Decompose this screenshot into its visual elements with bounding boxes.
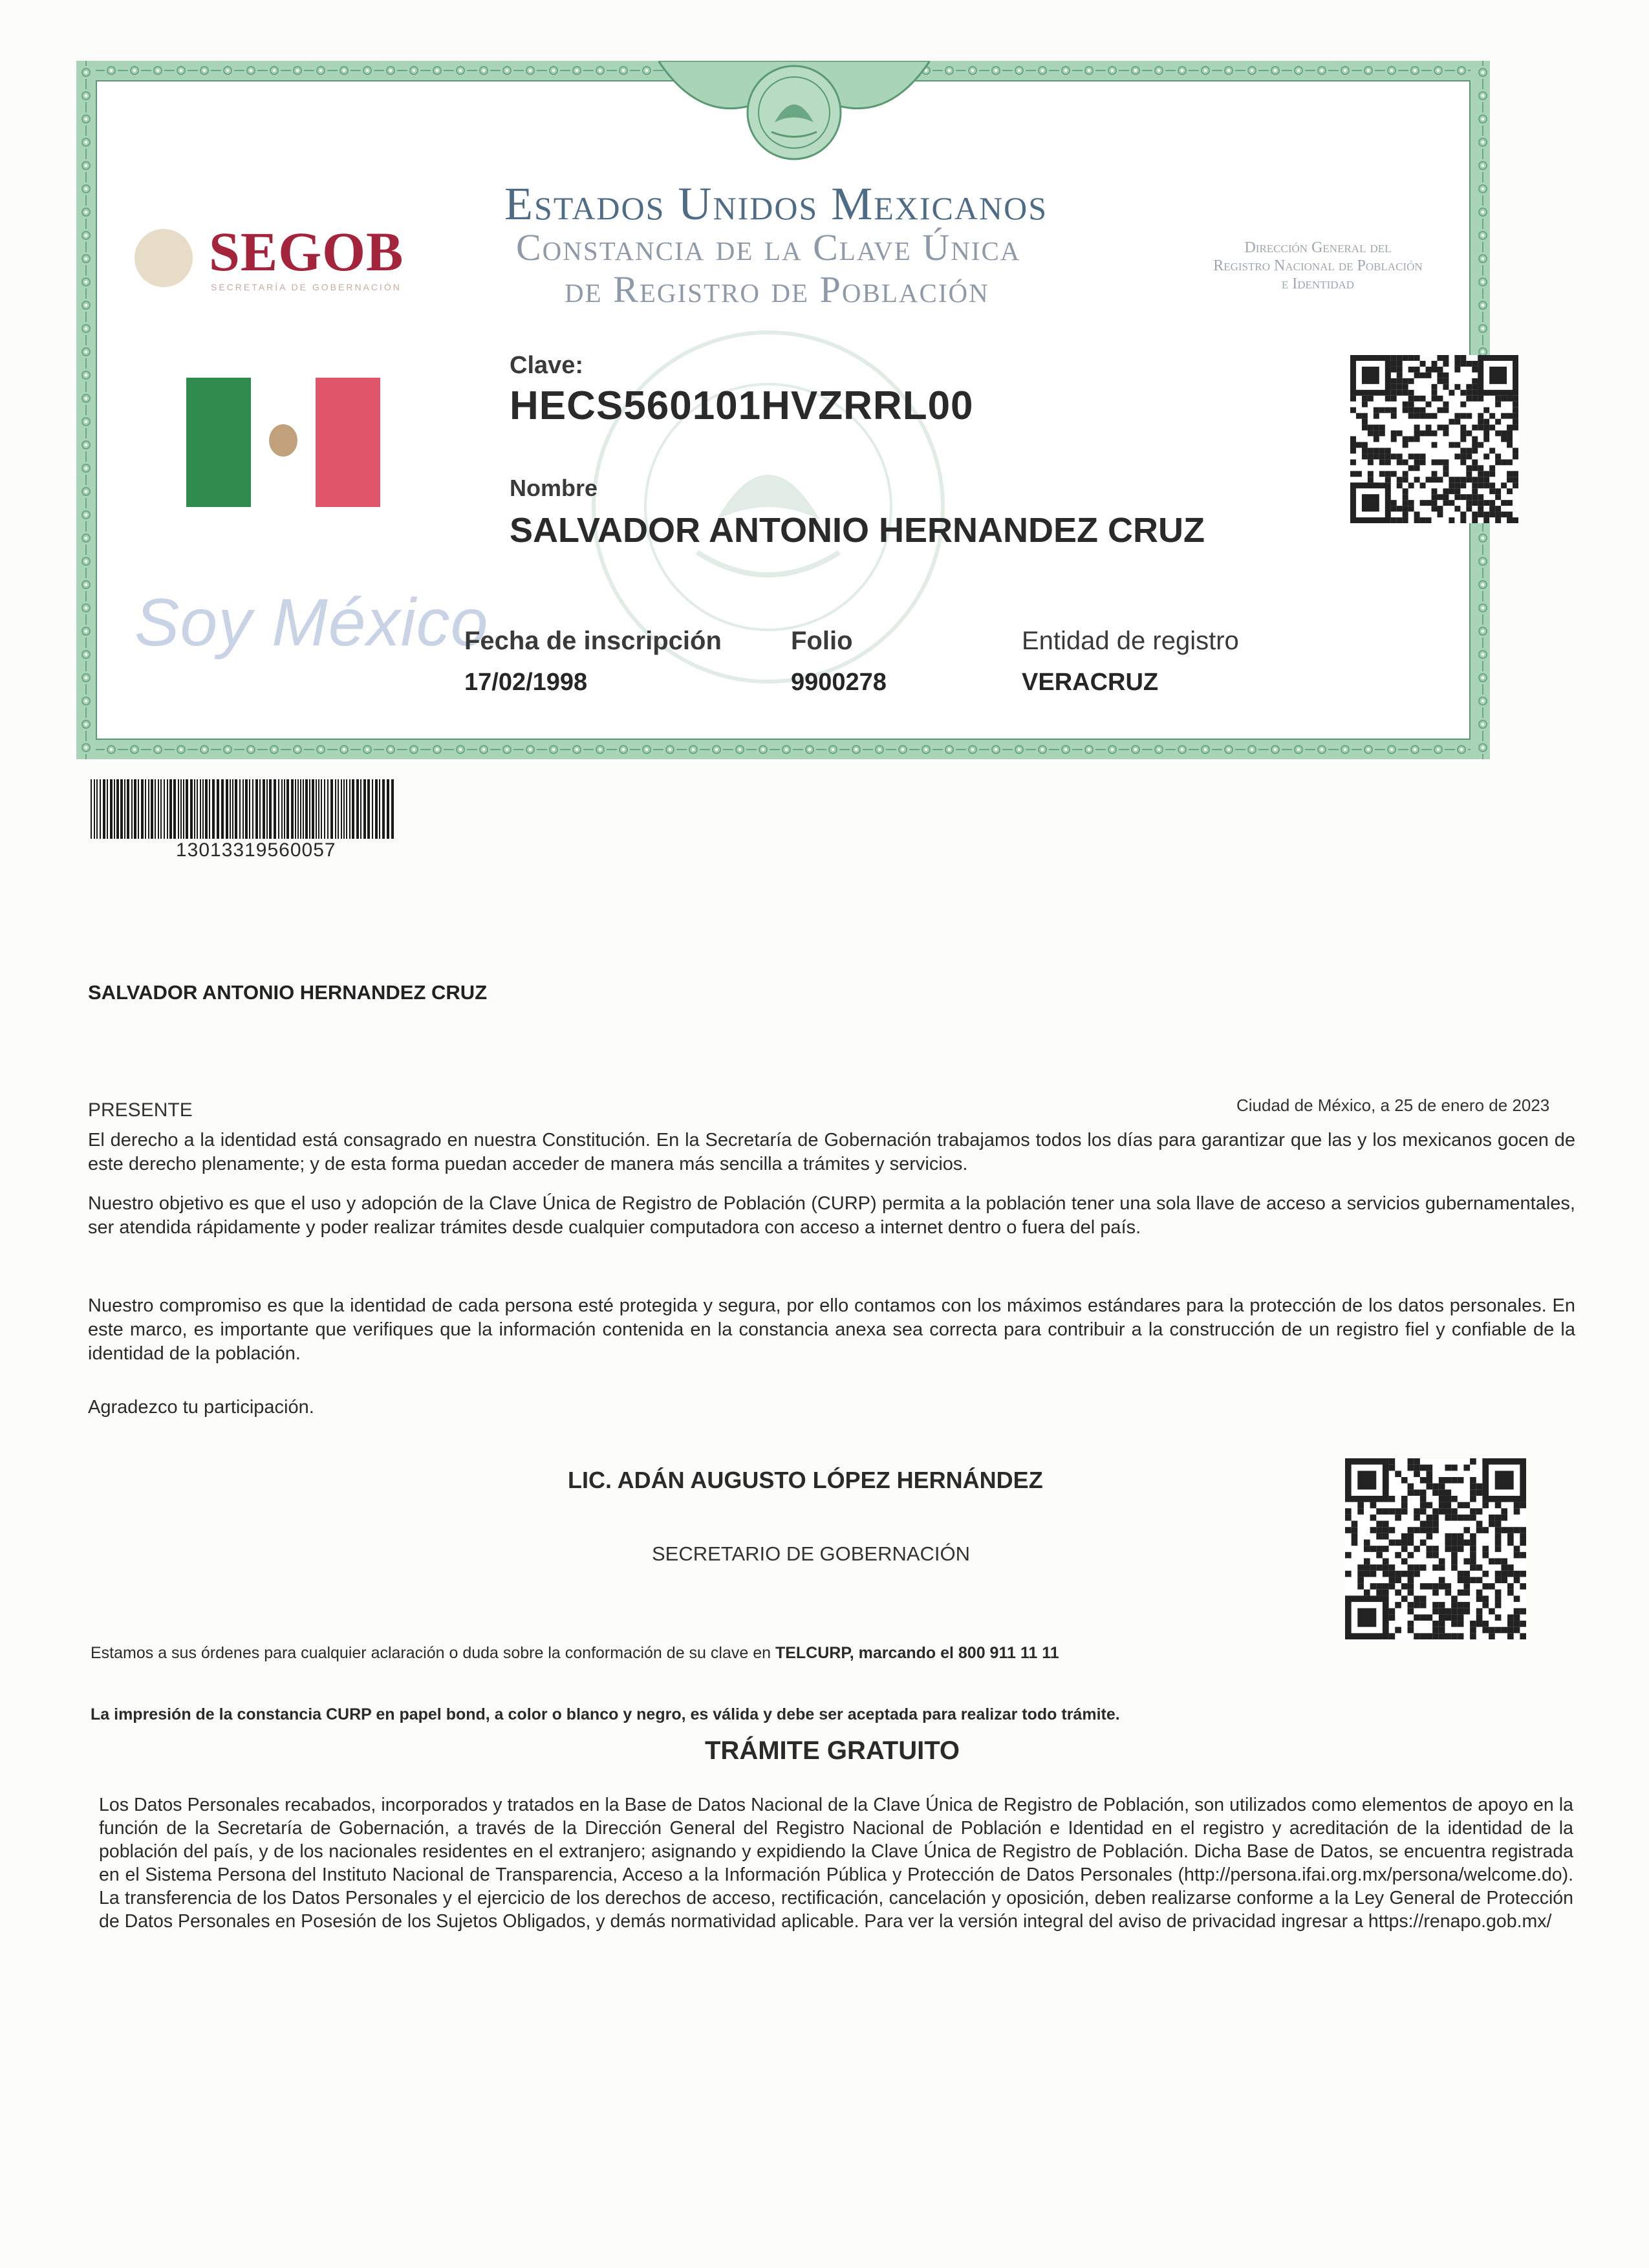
qr-code-icon: [1350, 355, 1518, 523]
folio-label: Folio: [791, 627, 853, 655]
telcurp-line: [91, 1644, 1059, 1663]
addressee-name: SALVADOR ANTONIO HERNANDEZ CRUZ: [88, 981, 488, 1004]
flag-coat-of-arms-icon: [269, 424, 297, 457]
soy-mexico-slogan: Soy México: [135, 585, 489, 660]
national-crest-ornament: [658, 61, 930, 190]
direction-line-3: e Identidad: [1281, 275, 1355, 292]
segob-logo: SEGOB: [209, 221, 404, 283]
impresion-notice: La impresión de la constancia CURP en papel bond, a color o blanco y negro, es válida y debe ser aceptada para realizar todo trámite.: [91, 1705, 1120, 1723]
telcurp-prefix: Estamos a sus órdenes para cualquier aclaración o duda sobre la conformación de su clave en: [91, 1644, 775, 1662]
entidad-label: Entidad de registro: [1022, 627, 1239, 655]
telcurp-phone: TELCURP, marcando el 800 911 11 11: [775, 1644, 1059, 1662]
curp-certificate: [76, 61, 1490, 759]
certificate-subtitle-2: de Registro de Población: [565, 268, 989, 310]
place-date: Ciudad de México, a 25 de enero de 2023: [1236, 1096, 1550, 1115]
certificate-subtitle-1: Constancia de la Clave Única: [516, 226, 1021, 268]
certificate-title: Estados Unidos Mexicanos: [504, 178, 1048, 230]
segob-emblem-icon: [135, 229, 193, 287]
clave-label: Clave:: [510, 352, 584, 379]
presente-label: PRESENTE: [88, 1099, 193, 1121]
barcode-number: 13013319560057: [176, 839, 336, 861]
fecha-value: 17/02/1998: [464, 669, 588, 696]
direction-block: [1169, 239, 1467, 293]
direction-line-1: Dirección General del: [1244, 239, 1392, 256]
nombre-value: SALVADOR ANTONIO HERNANDEZ CRUZ: [510, 511, 1205, 550]
segob-caption: SECRETARÍA DE GOBERNACIÓN: [211, 282, 402, 292]
paragraph-objective: Nuestro objetivo es que el uso y adopción de la Clave Única de Registro de Población (CURP) permita a la población tener una sola llave de acceso a servicios gubernamentales, ser atendida rápidamente y poder realizar trámites desde cualquier computadora con acceso a internet dentro o fuera del país.: [88, 1193, 1575, 1238]
fecha-label: Fecha de inscripción: [464, 627, 722, 655]
paragraph-commitment: Nuestro compromiso es que la identidad de cada persona esté protegida y segura, por ello contamos con los máximos estándares para la protección de los datos personales. En este marco, es importante que verifiques que la información contenida en la constancia anexa sea correcta para contribuir a la construcción de un registro fiel y confiable de la identidad de la población.: [88, 1295, 1575, 1364]
privacy-notice: Los Datos Personales recabados, incorporados y tratados en la Base de Datos Nacional de la Clave Única de Registro de Población, son utilizados como elementos de apoyo en la función de la Secretaría de Gobernación, a través de la Dirección General del Registro Nacional de Población e Identidad en el registro y acreditación de la identidad de la población del país, y de los nacionales residentes en el extranjero; asignando y expidiendo la Clave Única de Registro de Población. Dicha Base de Datos, se encuentra registrada en el Sistema Persona del Instituto Nacional de Transparencia, Acceso a la Información Pública y Protección de Datos Personales (http://persona.ifai.org.mx/persona/welcome.do). La transferencia de los Datos Personales y el ejercicio de los derechos de acceso, rectificación, cancelación y oposición, deben realizarse conforme a la Ley General de Protección de Datos Personales en Posesión de los Sujetos Obligados, y demás normatividad aplicable. Para ver la versión integral del aviso de privacidad ingresar a https://renapo.gob.mx/: [99, 1795, 1573, 1932]
signer-name: LIC. ADÁN AUGUSTO LÓPEZ HERNÁNDEZ: [568, 1467, 1043, 1493]
entidad-value: VERACRUZ: [1022, 669, 1159, 696]
thanks-line: Agradezco tu participación.: [88, 1397, 314, 1418]
clave-value: HECS560101HVZRRL00: [510, 383, 974, 428]
barcode-icon: [91, 779, 401, 844]
tramite-gratuito: TRÁMITE GRATUITO: [705, 1736, 960, 1765]
nombre-label: Nombre: [510, 475, 598, 501]
paragraph-identity: El derecho a la identidad está consagrado en nuestra Constitución. En la Secretaría de Gobernación trabajamos todos los días para garantizar que las y los mexicanos gocen de este derecho plenamente; y de esta forma puedan acceder de manera más sencilla a trámites y servicios.: [88, 1130, 1575, 1174]
flag-green-stripe: [186, 378, 251, 507]
mexico-flag-icon: [186, 378, 380, 507]
direction-line-2: Registro Nacional de Población: [1213, 257, 1423, 274]
flag-red-stripe: [316, 378, 380, 507]
signature-qr-code-icon: [1345, 1458, 1526, 1639]
signer-title: SECRETARIO DE GOBERNACIÓN: [652, 1542, 971, 1565]
folio-value: 9900278: [791, 669, 887, 696]
flag-white-stripe: [251, 378, 316, 507]
